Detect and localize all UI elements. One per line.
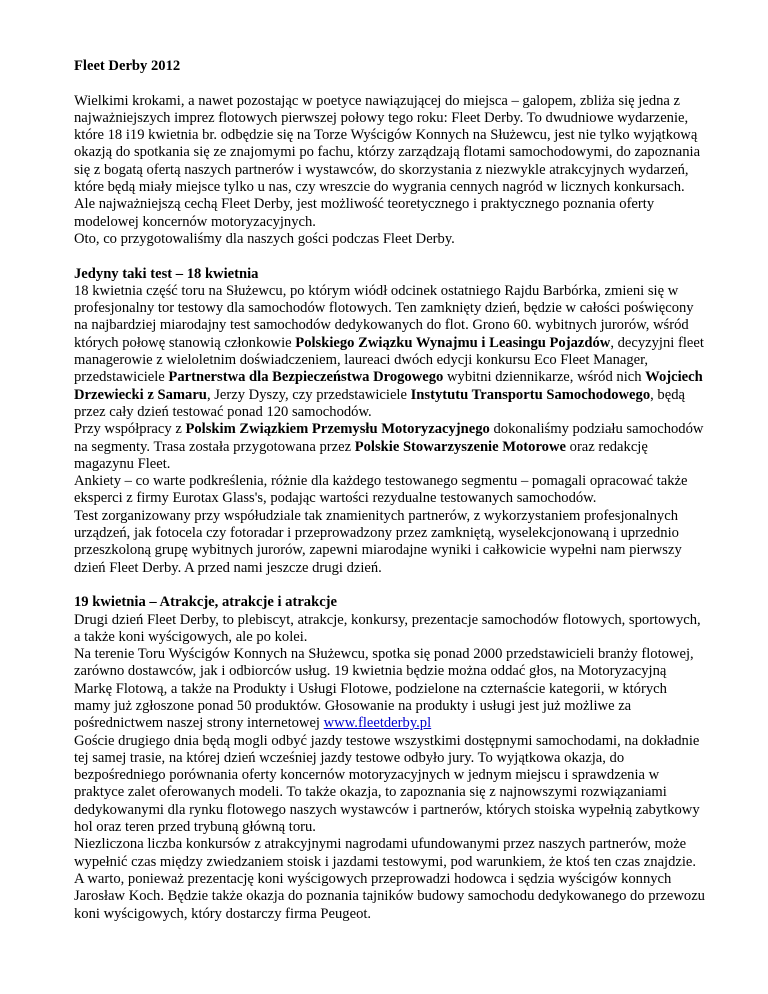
text-span: 18 kwietnia część toru na Służewcu, po którym wiódł odcinek ostatniego Rajdu Barbórka, zmieni się w profesjonalny tor testowy dla samochodów flotowych. Ten zamknięty dzień, będzie w całości poświęcony na najbardziej miarodajny test samochodów dedykowanych do flot. Grono 60. wybitnych jurorów, wśród których połowę stanowią członkowie [74, 282, 694, 351]
attractions-paragraph-contests: Niezliczona liczba konkursów z atrakcyjnymi nagrodami ufundowanymi przez naszych partnerów, może wypełnić czas między zwiedzaniem stoisk i jazdami testowymi, pod warunkiem, że ktoś ten czas znajdzie. A warto, ponieważ prezentację koni wyścigowych przeprowadzi hodowca i sędzia wyścigów konnych Jarosław Koch. Będzie także okazja do poznania tajników budowy samochodu dedykowanego do przewozu koni wyścigowych, który dostarczy firma Peugeot. [74, 836, 705, 922]
text-span: oraz redakcję magazynu Fleet. [74, 438, 648, 472]
document-title: Fleet Derby 2012 [74, 58, 181, 74]
text-span: dokonaliśmy podziału samochodów na segmenty. Trasa została przygotowana przez [74, 421, 704, 455]
section-heading-test: Jedyny taki test – 18 kwietnia [74, 265, 259, 282]
document-body [74, 58, 706, 923]
test-paragraph-summary: Test zorganizowany przy współudziale tak znamienitych partnerów, z wykorzystaniem profesjonalnych urządzeń, jak fotocela czy fotoradar i przeprowadzony przez zamkniętą, wyselekcjonowaną i uprzednio przeszkoloną grupę wybitnych jurorów, zapewni miarodajne wyniki i całkowicie wypełni nam pierwszy dzień Fleet Derby. A przed nami jeszcze drugi dzień. [74, 507, 682, 576]
attractions-paragraph-test-drives: Goście drugiego dnia będą mogli odbyć jazdy testowe wszystkimi dostępnymi samochodami, na dokładnie tej samej trasie, na której dzień wcześniej jazdy testowe odbyło jury. To wyjątkowa okazja, do bezpośredniego porównania oferty koncernów motoryzacyjnych w jednym miejscu i sprawdzenia w praktyce zalet oferowanych modeli. To także okazja, to zapoznania się z najnowszymi rozwiązaniami dedykowanymi dla rynku flotowego naszych wystawców i partnerów, których stoiska wypełnią zabytkowy hol oraz teren przed trybuną główną toru. [74, 732, 700, 836]
test-paragraph-jury [74, 283, 706, 421]
fleetderby-website-link[interactable]: www.fleetderby.pl [323, 715, 432, 732]
text-span: , będą przez cały dzień testować ponad 120 samochodów. [74, 386, 685, 420]
org-name-pzpm: Polskim Związkiem Przemysłu Motoryzacyjnego [185, 421, 490, 438]
org-name-pbd: Partnerstwa dla Bezpieczeństwa Drogowego [168, 369, 444, 386]
section-heading-attractions: 19 kwietnia – Atrakcje, atrakcje i atrakcje [74, 594, 338, 611]
person-name-drzewiecki: Wojciech Drzewiecki z Samaru [74, 369, 703, 403]
intro-paragraph-1: Wielkimi krokami, a nawet pozostając w poetyce nawiązującej do miejsca – galopem, zbliża się jedna z najważniejszych imprez flotowych pierwszej połowy tego roku: Fleet Derby. To dwudniowe wydarzenie, które 18 i19 kwietnia br. odbędzie się na Torze Wyścigów Konnych na Służewcu, jest nie tylko wyjątkową okazją do spotkania się ze znajomymi po fachu, którzy zarządzają flotami samochodowymi, do zapoznania się z bogatą ofertą naszych partnerów i wystawców, do skorzystania z niezwykle atrakcyjnych wydarzeń, które będą miały miejsce tylko u nas, czy wreszcie do wygrania cennych nagród w licznych konkursach. Ale najważniejszą cechą Fleet Derby, jest możliwość teoretycznego i praktycznego poznania oferty modelowej koncernów motoryzacyjnych. [74, 92, 701, 230]
org-name-its: Instytutu Transportu Samochodowego [410, 386, 651, 403]
text-span: , Jerzy Dyszy, czy przedstawiciele [206, 386, 411, 403]
text-span: Przy współpracy z [74, 421, 186, 438]
attractions-paragraph-intro: Drugi dzień Fleet Derby, to plebiscyt, atrakcje, konkursy, prezentacje samochodów flotowych, sportowych, a także koni wyścigowych, ale po kolei. [74, 611, 701, 645]
intro-paragraph-2: Oto, co przygotowaliśmy dla naszych gości podczas Fleet Derby. [74, 230, 455, 247]
text-span: , decyzyjni fleet managerowie z wieloletnim doświadczeniem, laureaci dwóch edycji konkursu Eco Fleet Manager, przedstawiciele [74, 334, 704, 386]
text-span: Na terenie Toru Wyścigów Konnych na Służewcu, spotka się ponad 2000 przedstawicieli branży flotowej, zarówno dostawców, jak i odbiorców usług. 19 kwietnia będzie można oddać głos, na Motoryzacyjną Markę Flotową, a także na Produkty i Usługi Flotowe, podzielone na czternaście kategorii, w których mamy już zgłoszone ponad 50 produktów. Głosowanie na produkty i usługi jest już możliwe za pośrednictwem naszej strony internetowej [74, 646, 694, 732]
test-paragraph-segments [74, 421, 706, 473]
org-name-pzwlp: Polskiego Związku Wynajmu i Leasingu Pojazdów [295, 334, 611, 351]
test-paragraph-surveys: Ankiety – co warte podkreślenia, różnie dla każdego testowanego segmentu – pomagali opracować także eksperci z firmy Eurotax Glass's, podając wartości rezydualne testowanych samochodów. [74, 473, 688, 507]
attractions-paragraph-voting [74, 646, 706, 732]
org-name-psm: Polskie Stowarzyszenie Motorowe [354, 438, 566, 455]
text-span: wybitni dziennikarze, wśród nich [443, 369, 646, 386]
